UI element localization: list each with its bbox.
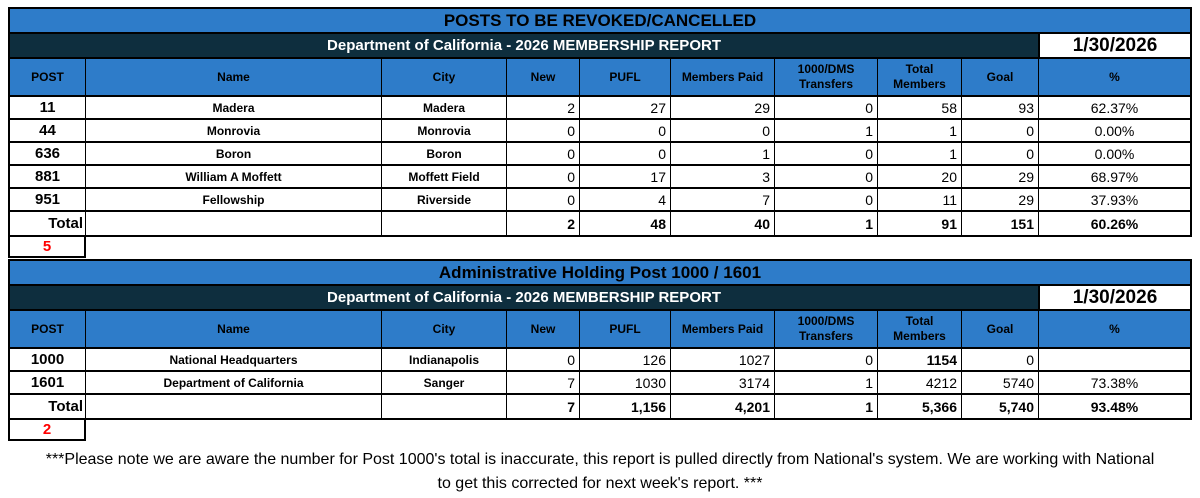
col-header-new: New xyxy=(507,59,580,95)
col-header-city: City xyxy=(382,311,507,347)
total-members-count: 58 xyxy=(878,97,962,118)
transfers-count: 0 xyxy=(775,349,878,370)
total-members-count: 4212 xyxy=(878,372,962,393)
table-row xyxy=(10,189,1190,212)
percent-value xyxy=(1039,349,1190,370)
members-paid-total: 4,201 xyxy=(671,395,775,418)
post-name: Department of California xyxy=(86,372,382,393)
new-total: 7 xyxy=(507,395,580,418)
percent-value: 0.00% xyxy=(1094,145,1135,162)
table-row xyxy=(10,372,1190,395)
col-header-new: New xyxy=(507,311,580,347)
total-members-count: 11 xyxy=(878,189,962,210)
table-row xyxy=(10,143,1190,166)
members-paid-count: 3174 xyxy=(671,372,775,393)
report-date: 1/30/2026 xyxy=(1038,34,1190,57)
members-paid-total: 40 xyxy=(671,212,775,235)
new-count: 2 xyxy=(507,97,580,118)
post-number: 881 xyxy=(10,166,86,187)
post-name xyxy=(86,212,382,235)
new-total: 2 xyxy=(507,212,580,235)
col-header-goal: Goal xyxy=(962,59,1039,95)
members-paid-count: 0 xyxy=(671,120,775,141)
post-city: Moffett Field xyxy=(382,166,507,187)
goal-total: 5,740 xyxy=(962,395,1039,418)
table-row xyxy=(10,166,1190,189)
table2-subtitle: Department of California - 2026 MEMBERSHIP REPORT xyxy=(327,289,721,306)
percent-value: 73.38% xyxy=(1090,374,1139,391)
pufl-total: 1,156 xyxy=(580,395,671,418)
post-city: Sanger xyxy=(382,372,507,393)
table-row xyxy=(10,97,1190,120)
goal-total: 151 xyxy=(962,212,1039,235)
col-header-name: Name xyxy=(86,311,382,347)
post-number: 636 xyxy=(10,143,86,164)
transfers-count: 0 xyxy=(775,166,878,187)
total-members-count: 1154 xyxy=(878,349,962,370)
total-members-count: 20 xyxy=(878,166,962,187)
post-city: Monrovia xyxy=(382,120,507,141)
goal-count: 0 xyxy=(962,349,1039,370)
percent-total: 93.48% xyxy=(1090,398,1139,415)
transfers-count: 0 xyxy=(775,97,878,118)
new-count: 0 xyxy=(507,120,580,141)
goal-count: 5740 xyxy=(962,372,1039,393)
col-header-pufl: PUFL xyxy=(580,311,671,347)
members-paid-count: 7 xyxy=(671,189,775,210)
members-paid-count: 3 xyxy=(671,166,775,187)
footnote-line-2: to get this corrected for next week's report. *** xyxy=(437,475,763,492)
goal-count: 29 xyxy=(962,166,1039,187)
footnote xyxy=(0,448,1200,496)
total-members-total: 5,366 xyxy=(878,395,962,418)
col-header-total-members: Total Members xyxy=(878,59,962,95)
new-count: 7 xyxy=(507,372,580,393)
transfers-count: 1 xyxy=(775,120,878,141)
total-label: Total xyxy=(10,212,86,235)
pufl-count: 1030 xyxy=(580,372,671,393)
post-city xyxy=(382,212,507,235)
post-city: Boron xyxy=(382,143,507,164)
col-header-post: POST xyxy=(10,311,86,347)
col-header-percent: % xyxy=(1109,321,1120,336)
percent-value: 37.93% xyxy=(1090,191,1139,208)
transfers-count: 0 xyxy=(775,189,878,210)
post-city: Madera xyxy=(382,97,507,118)
total-label: Total xyxy=(10,395,86,418)
percent-total: 60.26% xyxy=(1090,215,1139,232)
transfers-total: 1 xyxy=(775,395,878,418)
table1-header-row xyxy=(10,59,1190,97)
post-number: 44 xyxy=(10,120,86,141)
pufl-count: 0 xyxy=(580,120,671,141)
table-row xyxy=(10,120,1190,143)
table2-header-row xyxy=(10,311,1190,349)
col-header-transfers: 1000/DMS Transfers xyxy=(775,311,878,347)
post-name: William A Moffett xyxy=(86,166,382,187)
post-name: National Headquarters xyxy=(86,349,382,370)
post-name xyxy=(86,395,382,418)
goal-count: 93 xyxy=(962,97,1039,118)
goal-count: 0 xyxy=(962,120,1039,141)
post-number: 951 xyxy=(10,189,86,210)
col-header-goal: Goal xyxy=(962,311,1039,347)
post-name: Boron xyxy=(86,143,382,164)
footnote-line-1: ***Please note we are aware the number for Post 1000's total is inaccurate, this report is pulled directly from National's system. We are working with National xyxy=(45,451,1155,468)
post-city xyxy=(382,395,507,418)
post-number: 1601 xyxy=(10,372,86,393)
col-header-total-members: Total Members xyxy=(878,311,962,347)
table1-total-row xyxy=(10,212,1190,235)
total-members-count: 1 xyxy=(878,120,962,141)
report-date: 1/30/2026 xyxy=(1038,286,1190,309)
table2-post-count: 2 xyxy=(8,420,86,441)
table2-title: Administrative Holding Post 1000 / 1601 xyxy=(10,261,1190,286)
col-header-percent: % xyxy=(1109,69,1120,84)
transfers-count: 0 xyxy=(775,143,878,164)
holding-posts-table xyxy=(8,259,1192,420)
post-number: 1000 xyxy=(10,349,86,370)
revoked-posts-table xyxy=(8,7,1192,237)
table1-subtitle: Department of California - 2026 MEMBERSHIP REPORT xyxy=(327,37,721,54)
col-header-members-paid: Members Paid xyxy=(671,59,775,95)
members-paid-count: 1 xyxy=(671,143,775,164)
post-number: 11 xyxy=(10,97,86,118)
pufl-count: 126 xyxy=(580,349,671,370)
col-header-transfers: 1000/DMS Transfers xyxy=(775,59,878,95)
new-count: 0 xyxy=(507,166,580,187)
post-name: Fellowship xyxy=(86,189,382,210)
new-count: 0 xyxy=(507,349,580,370)
members-paid-count: 29 xyxy=(671,97,775,118)
col-header-post: POST xyxy=(10,59,86,95)
pufl-total: 48 xyxy=(580,212,671,235)
percent-value: 0.00% xyxy=(1094,122,1135,139)
pufl-count: 17 xyxy=(580,166,671,187)
members-paid-count: 1027 xyxy=(671,349,775,370)
table-row xyxy=(10,349,1190,372)
percent-value: 68.97% xyxy=(1090,168,1139,185)
col-header-pufl: PUFL xyxy=(580,59,671,95)
percent-value: 62.37% xyxy=(1090,99,1139,116)
table1-report-bar xyxy=(10,34,1190,59)
pufl-count: 27 xyxy=(580,97,671,118)
table2-report-bar xyxy=(10,286,1190,311)
pufl-count: 4 xyxy=(580,189,671,210)
goal-count: 0 xyxy=(962,143,1039,164)
col-header-city: City xyxy=(382,59,507,95)
post-city: Riverside xyxy=(382,189,507,210)
table1-post-count: 5 xyxy=(8,237,86,258)
table1-title: POSTS TO BE REVOKED/CANCELLED xyxy=(10,9,1190,34)
col-header-name: Name xyxy=(86,59,382,95)
post-city: Indianapolis xyxy=(382,349,507,370)
transfers-count: 1 xyxy=(775,372,878,393)
transfers-total: 1 xyxy=(775,212,878,235)
post-name: Madera xyxy=(86,97,382,118)
col-header-members-paid: Members Paid xyxy=(671,311,775,347)
table2-total-row xyxy=(10,395,1190,418)
total-members-count: 1 xyxy=(878,143,962,164)
goal-count: 29 xyxy=(962,189,1039,210)
pufl-count: 0 xyxy=(580,143,671,164)
new-count: 0 xyxy=(507,189,580,210)
post-name: Monrovia xyxy=(86,120,382,141)
new-count: 0 xyxy=(507,143,580,164)
total-members-total: 91 xyxy=(878,212,962,235)
